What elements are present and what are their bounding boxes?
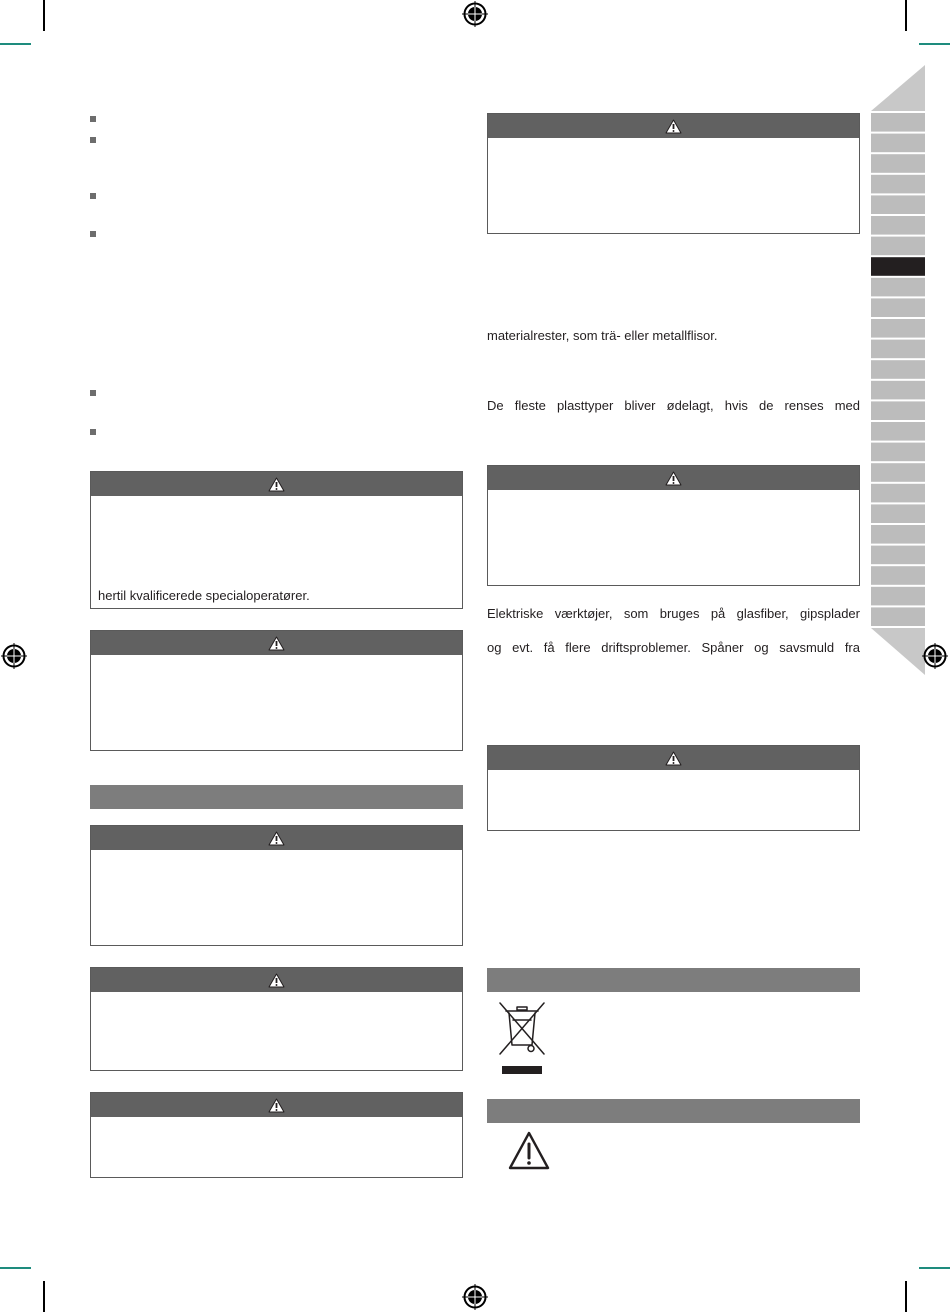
registration-mark-icon <box>922 643 948 669</box>
warning-box <box>487 465 860 586</box>
warning-box-header <box>91 968 462 992</box>
warning-triangle-icon <box>268 973 285 988</box>
paragraph-line: materialrester, som trä- eller metallflisor. <box>487 328 718 343</box>
crop-mark-bottom-left-horizontal <box>0 1267 31 1269</box>
warning-triangle-icon <box>665 119 682 134</box>
crop-mark-top-left-horizontal <box>0 43 31 45</box>
warning-box <box>90 967 463 1071</box>
square-bullet-icon <box>90 137 96 143</box>
section-tab <box>871 607 925 626</box>
crop-mark-top-left-vertical <box>43 0 45 31</box>
warning-triangle-icon <box>268 477 285 492</box>
section-tab <box>871 134 925 153</box>
square-bullet-icon <box>90 116 96 122</box>
section-header-bar <box>487 1099 860 1123</box>
tab-bottom-corner <box>871 628 925 675</box>
warning-box-header <box>91 472 462 496</box>
warning-box-text: hertil kvalificerede specialoperatører. <box>98 588 310 603</box>
warning-box-header <box>91 826 462 850</box>
section-tab <box>871 319 925 338</box>
warning-box-header <box>488 746 859 770</box>
registration-mark-icon <box>462 1 488 27</box>
section-tab <box>871 278 925 297</box>
warning-box <box>90 630 463 751</box>
section-tab <box>871 175 925 194</box>
section-tab <box>871 237 925 256</box>
square-bullet-icon <box>90 231 96 237</box>
warning-box <box>487 113 860 234</box>
square-bullet-icon <box>90 429 96 435</box>
crop-mark-bottom-right-vertical <box>905 1281 907 1312</box>
warning-box-header <box>91 631 462 655</box>
tab-top-corner <box>871 65 925 111</box>
section-tab <box>871 587 925 606</box>
warning-triangle-icon <box>268 831 285 846</box>
section-tab <box>871 195 925 214</box>
warning-box <box>90 1092 463 1178</box>
section-tab <box>871 443 925 462</box>
crop-mark-bottom-right-horizontal <box>919 1267 950 1269</box>
section-tab <box>871 504 925 523</box>
paragraph-line: Elektriske værktøjer, som bruges på glasfiber, gipsplader <box>487 606 860 621</box>
warning-box-header <box>488 114 859 138</box>
section-tab <box>871 401 925 420</box>
warning-box <box>90 471 463 609</box>
warning-triangle-outline-icon <box>508 1130 550 1172</box>
warning-box <box>487 745 860 831</box>
square-bullet-icon <box>90 390 96 396</box>
warning-triangle-icon <box>268 1098 285 1113</box>
section-tab <box>871 360 925 379</box>
crop-mark-bottom-left-vertical <box>43 1281 45 1312</box>
warning-triangle-icon <box>268 636 285 651</box>
warning-box-header <box>488 466 859 490</box>
warning-box-header <box>91 1093 462 1117</box>
paragraph-line: De fleste plasttyper bliver ødelagt, hvis de renses med <box>487 398 860 413</box>
registration-mark-icon <box>1 643 27 669</box>
crossed-out-wheelie-bin-icon <box>496 1000 548 1078</box>
section-tab <box>871 422 925 441</box>
section-tab <box>871 546 925 565</box>
crop-mark-top-right-horizontal <box>919 43 950 45</box>
section-tab <box>871 381 925 400</box>
section-tab <box>871 566 925 585</box>
section-tab-active <box>871 257 925 276</box>
section-tab <box>871 340 925 359</box>
section-tab <box>871 525 925 544</box>
section-header-bar <box>90 785 463 809</box>
warning-box <box>90 825 463 946</box>
section-tab <box>871 463 925 482</box>
section-tab <box>871 298 925 317</box>
section-tab <box>871 216 925 235</box>
registration-mark-icon <box>462 1284 488 1310</box>
paragraph-line: og evt. få flere driftsproblemer. Spåner og savsmuld fra <box>487 640 860 655</box>
section-tab-strip <box>871 64 925 676</box>
warning-triangle-icon <box>665 751 682 766</box>
warning-triangle-icon <box>665 471 682 486</box>
section-tab <box>871 484 925 503</box>
section-header-bar <box>487 968 860 992</box>
crop-mark-top-right-vertical <box>905 0 907 31</box>
section-tab <box>871 154 925 173</box>
section-tab <box>871 113 925 132</box>
square-bullet-icon <box>90 193 96 199</box>
